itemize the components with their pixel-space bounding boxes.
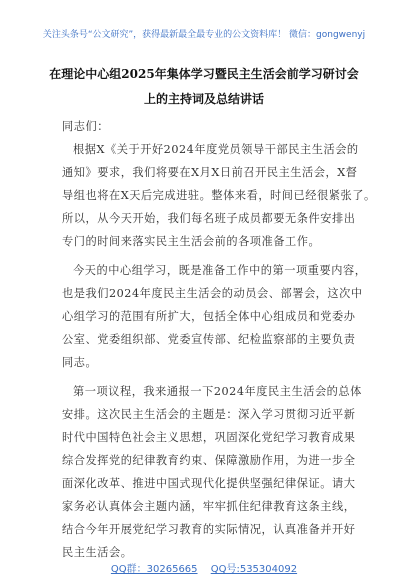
body-line: 根据X《关于开好2024年度党员领导干部民主生活会的 xyxy=(73,143,359,156)
body-line: 同志。 xyxy=(62,356,98,369)
body-line: 民主生活会。 xyxy=(62,546,133,559)
body-line: 结合今年开展党纪学习教育的实际情况，认真准备并开好 xyxy=(62,523,356,536)
body-line: 导组也将在X天后完成进驻。整体来看，时间已经很紧张了。 xyxy=(62,189,376,202)
body-line: 面深化改革、推进中国式现代化提供坚强纪律保证。请大 xyxy=(62,477,356,490)
body-line: 通知》要求，我们将要在X月X日前召开民主生活会，X督 xyxy=(62,166,358,179)
body-line: 心组学习的范围有所扩大，包括全体中心组成员和党委办 xyxy=(62,310,356,323)
body-line: 公室、党委组织部、党委宣传部、纪检监察部的主要负责 xyxy=(62,333,356,346)
body-line: 综合发挥党的纪律教育约束、保障激励作用，为进一步全 xyxy=(62,454,356,467)
body-line: 专门的时间来落实民主生活会前的各项准备工作。 xyxy=(62,235,321,248)
body-line: 时代中国特色社会主义思想，巩固深化党纪学习教育成果 xyxy=(62,431,356,444)
header-promo-note: 关注头条号“公文研究”，获得最新最全最专业的公文资料库！ 微信：gongwenyj xyxy=(42,30,366,40)
document-title-line-1: 在理论中心组2025年集体学习暨民主生活会前学习研讨会 xyxy=(49,67,359,81)
body-line: 家务必认真体会主题内涵，牢牢抓住纪律教育这条主线， xyxy=(62,500,356,513)
qq-group-text: QQ群：30265665 xyxy=(110,564,198,575)
body-line: 第一项议程，我来通报一下2024年度民主生活会的总体 xyxy=(73,385,362,398)
salutation: 同志们： xyxy=(62,120,109,133)
document-title-line-2: 上的主持词及总结讲话 xyxy=(143,92,264,106)
footer-contact xyxy=(0,560,408,575)
body-line: 也是我们2024年度民主生活会的动员会、部署会，这次中 xyxy=(62,287,363,300)
qq-number-text: QQ号:535304092 xyxy=(210,564,298,575)
body-line: 所以，从今天开始，我们每名班子成员都要无条件安排出 xyxy=(62,212,356,225)
body-line: 安排。这次民主生活会的主题是：深入学习贯彻习近平新 xyxy=(62,408,356,421)
body-line: 今天的中心组学习，既是准备工作中的第一项重要内容， xyxy=(73,264,367,277)
